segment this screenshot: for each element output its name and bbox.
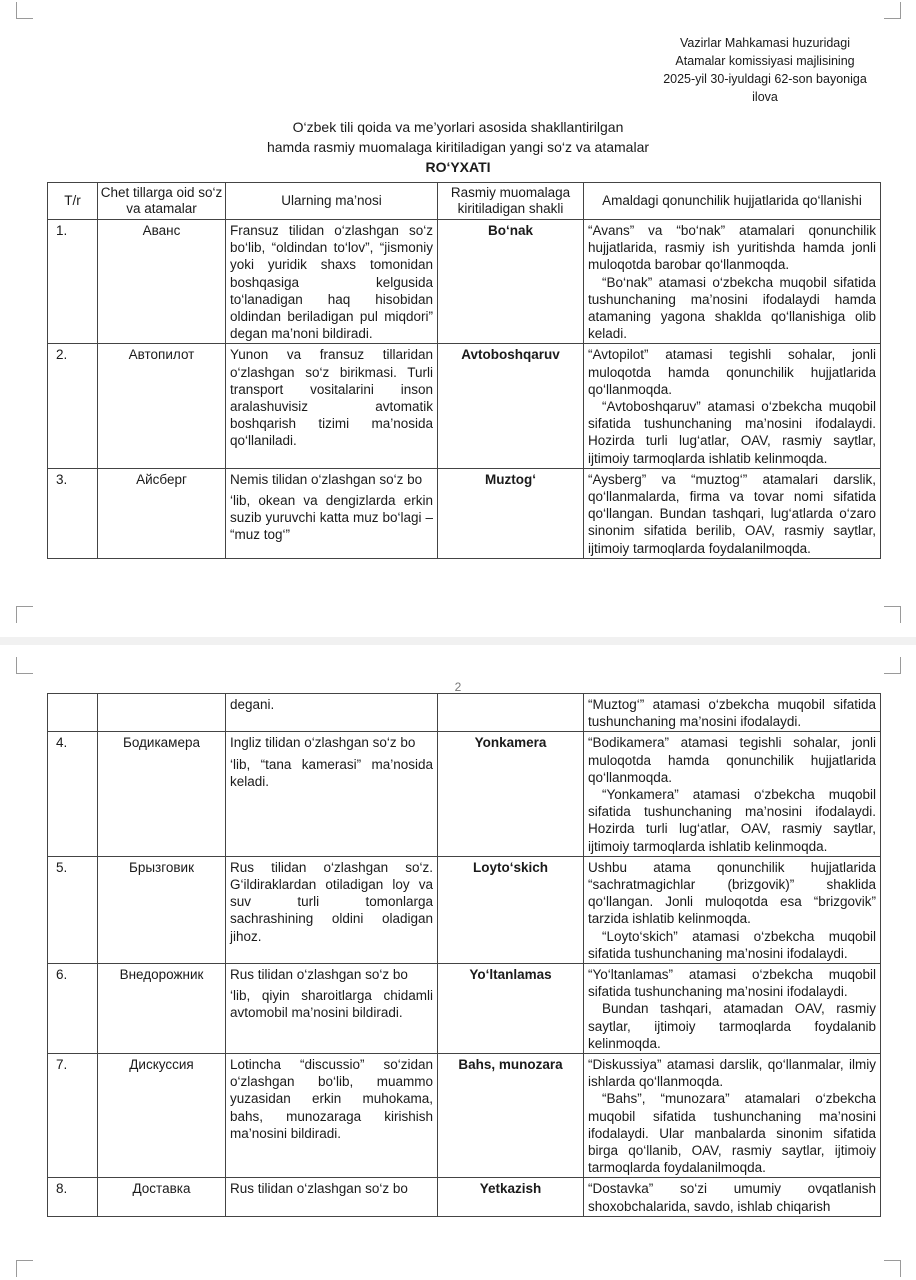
formal-form (438, 694, 584, 732)
table-row (48, 732, 881, 856)
foreign-term: Брызговик (98, 856, 226, 963)
usage-paragraph: “Yonkamera” atamasi o‘zbekcha muqobil sifatida tushunchaning ma’nosini ifodalaydi. Hozirda turli lug‘atlar, OAV, rasmiy saytlar, ijtimoiy tarmoqlarda ishlatib kelinmoqda. (588, 787, 876, 854)
table-row (48, 964, 881, 1054)
row-number: 2. (48, 344, 98, 468)
table-row (48, 856, 881, 963)
usage-note (584, 732, 881, 856)
term-meaning: Rus tilidan o‘zlashgan so‘z. G‘ildiraklardan otiladigan loy va suv turli tomonlarga sachrashining oldini oladigan jihoz. (226, 856, 438, 963)
usage-note (584, 964, 881, 1054)
header-foreign: Chet tillarga oid so‘z va atamalar (98, 183, 226, 220)
title-line: O‘zbek tili qoida va me’yorlari asosida shakllantirilgan (292, 119, 624, 135)
meaning-fragment: ‘lib, qiyin sharoitlarga chidamli avtomobil ma’nosini bildiradi. (230, 988, 433, 1021)
row-number: 8. (48, 1178, 98, 1216)
usage-paragraph: “Aysberg” va “muztog‘” atamalari darslik, qo‘llanmalarda, firma va tovar nomi sifatida qo‘llangan. Bundan tashqari, lug‘atlarda o‘zaro sinonim sifatida berilib, OAV, rasmiy saytlar, ijtimoiy tarmoqlarda foydalanilmoqda. (588, 471, 876, 556)
foreign-term: Автопилот (98, 344, 226, 468)
formal-form: Muztog‘ (438, 468, 584, 558)
table-row (48, 1178, 881, 1216)
crop-mark-bottom-left (16, 1260, 33, 1277)
appendix-line: 2025-yil 30-iyuldagi 62-son bayoniga (663, 72, 867, 86)
formal-form: Yetkazish (438, 1178, 584, 1216)
usage-paragraph: “Dostavka” so‘zi umumiy ovqatlanish shoxobchalarida, savdo, ishlab chiqarish (588, 1181, 876, 1214)
foreign-term: Внедорожник (98, 964, 226, 1054)
usage-note (584, 1178, 881, 1216)
crop-mark-top-left (16, 2, 33, 19)
table-row (48, 344, 881, 468)
formal-form: Avtoboshqaruv (438, 344, 584, 468)
header-usage: Amaldagi qonunchilik hujjatlarida qo‘llanishi (584, 183, 881, 220)
usage-paragraph: “Avtopilot” atamasi tegishli sohalar, jonli muloqotda hamda qonunchilik hujjatlarida qo‘llanmoqda. (588, 347, 876, 397)
term-meaning (226, 732, 438, 856)
meaning-fragment: Rus tilidan o‘zlashgan so‘z bo (230, 967, 408, 983)
usage-paragraph: “Bodikamera” atamasi tegishli sohalar, jonli muloqotda hamda qonunchilik hujjatlarida qo‘llanmoqda. (588, 735, 876, 785)
row-number: 3. (48, 468, 98, 558)
title-line: hamda rasmiy muomalaga kiritiladigan yangi so‘z va atamalar (266, 139, 650, 155)
table-header-row (48, 183, 881, 220)
crop-mark-bottom-right (884, 1260, 901, 1277)
term-meaning: Lotincha “discussio” so‘zidan o‘zlashgan bo‘lib, muammo yuzasidan erkin muhokama, bahs, munozaraga kirishish ma’nosini bildiradi. (226, 1054, 438, 1178)
foreign-term: Айсберг (98, 468, 226, 558)
foreign-term: Дискуссия (98, 1054, 226, 1178)
meaning-fragment: ‘lib, “tana kamerasi” ma’nosida keladi. (230, 756, 433, 789)
appendix-note (640, 34, 890, 106)
formal-form: Yo‘ltanlamas (438, 964, 584, 1054)
crop-mark-bottom-left (16, 606, 33, 623)
crop-mark-bottom-right (884, 606, 901, 623)
row-number: 6. (48, 964, 98, 1054)
foreign-term: Бодикамера (98, 732, 226, 856)
crop-mark-top-right (884, 657, 901, 674)
row-number: 7. (48, 1054, 98, 1178)
row-number: 4. (48, 732, 98, 856)
usage-paragraph: “Yo‘ltanlamas” atamasi o‘zbekcha muqobil sifatida tushunchaning ma’nosini ifodalaydi. (588, 967, 876, 1000)
usage-paragraph: “Avtoboshqaruv” atamasi o‘zbekcha muqobil sifatida tushunchaning ma’nosini ifodalaydi. Hozirda turli lug‘atlar, OAV, rasmiy saytlar, ijtimoiy tarmoqlarda ishlatib kelinmoqda. (588, 399, 876, 466)
title-heading: RO‘YXATI (425, 159, 491, 175)
crop-mark-top-right (884, 2, 901, 19)
table-row (48, 220, 881, 344)
formal-form: Yonkamera (438, 732, 584, 856)
usage-paragraph: “Avans” va “bo‘nak” atamalari qonunchilik hujjatlarida, rasmiy ish yuritishda hamda jonli muloqotda barobar qo‘llanmoqda. (588, 223, 876, 273)
appendix-line: Vazirlar Mahkamasi huzuridagi (680, 36, 850, 50)
header-formal: Rasmiy muomalaga kiritiladigan shakli (438, 183, 584, 220)
row-number (48, 694, 98, 732)
formal-form: Loyto‘skich (438, 856, 584, 963)
usage-paragraph: Bundan tashqari, atamadan OAV, rasmiy saytlar, ijtimoiy tarmoqlarda foydalanib kelinmoqda. (588, 1001, 876, 1051)
usage-paragraph: “Loyto‘skich” atamasi o‘zbekcha muqobil sifatida tushunchaning ma’nosini ifodalaydi. (588, 928, 876, 961)
row-number: 5. (48, 856, 98, 963)
usage-note (584, 856, 881, 963)
usage-note (584, 694, 881, 732)
usage-paragraph: Ushbu atama qonunchilik hujjatlarida “sachratmagichlar (brizgovik)” shaklida qo‘llangan. Jonli muloqotda esa “brizgovik” tarzida ishlatib kelinmoqda. (588, 859, 876, 927)
usage-note (584, 220, 881, 344)
appendix-line: ilova (752, 90, 778, 104)
appendix-line: Atamalar komissiyasi majlisining (675, 54, 855, 68)
page-number: 2 (454, 680, 462, 694)
row-number: 1. (48, 220, 98, 344)
term-meaning: Rus tilidan o‘zlashgan so‘z bo (226, 1178, 438, 1216)
table-row (48, 694, 881, 732)
table-row (48, 1054, 881, 1178)
meaning-fragment: Nemis tilidan o‘zlashgan so‘z bo (230, 471, 423, 487)
foreign-term (98, 694, 226, 732)
usage-paragraph: “Muztog‘” atamasi o‘zbekcha muqobil sifatida tushunchaning ma’nosini ifodalaydi. (588, 697, 876, 730)
meaning-fragment: ‘lib, okean va dengizlarda erkin suzib yuruvchi katta muz bo‘lagi – “muz tog‘” (230, 493, 433, 543)
term-meaning: Fransuz tilidan o‘zlashgan so‘z bo‘lib, “oldindan to‘lov”, “jismoniy yoki yuridik shaxs tomonidan boshqasiga kelgusida to‘lanadigan haq hisobidan oldindan beriladigan pul miqdori” degan ma’noni bildiradi. (226, 220, 438, 344)
usage-paragraph: “Bahs”, “munozara” atamalari o‘zbekcha muqobil sifatida tushunchaning ma’nosini ifodalaydi. Ular manbalarda sinonim sifatida birga qo‘llanib, OAV, rasmiy saytlar, ijtimoiy tarmoqlarda foydalanilmoqda. (588, 1091, 876, 1176)
formal-form: Bahs, munozara (438, 1054, 584, 1178)
formal-form: Bo‘nak (438, 220, 584, 344)
header-meaning: Ularning ma’nosi (226, 183, 438, 220)
terms-table-continued (47, 693, 881, 1217)
term-meaning: Yunon va fransuz tillaridan o‘zlashgan so‘z birikmasi. Turli transport vositalarini inson aralashuvisiz avtomatik boshqarish tizimi ma’nosida qo‘llaniladi. (226, 344, 438, 468)
meaning-fragment: Ingliz tilidan o‘zlashgan so‘z bo (230, 735, 416, 751)
header-num: T/r (48, 183, 98, 220)
foreign-term: Аванс (98, 220, 226, 344)
term-meaning (226, 964, 438, 1054)
document-title (200, 117, 716, 177)
usage-note (584, 344, 881, 468)
foreign-term: Доставка (98, 1178, 226, 1216)
usage-paragraph: “Bo‘nak” atamasi o‘zbekcha muqobil sifatida tushunchaning ma’nosini ifodalaydi hamda atamaning yagona shaklda qo‘llanishiga olib keladi. (588, 274, 876, 342)
table-row (48, 468, 881, 558)
usage-note (584, 468, 881, 558)
terms-table (47, 182, 881, 559)
term-meaning: degani. (226, 694, 438, 732)
usage-paragraph: “Diskussiya” atamasi darslik, qo‘llanmalar, ilmiy ishlarda qo‘llanmoqda. (588, 1057, 876, 1090)
term-meaning (226, 468, 438, 558)
usage-note (584, 1054, 881, 1178)
crop-mark-top-left (16, 657, 33, 674)
document-page-1 (0, 0, 916, 637)
